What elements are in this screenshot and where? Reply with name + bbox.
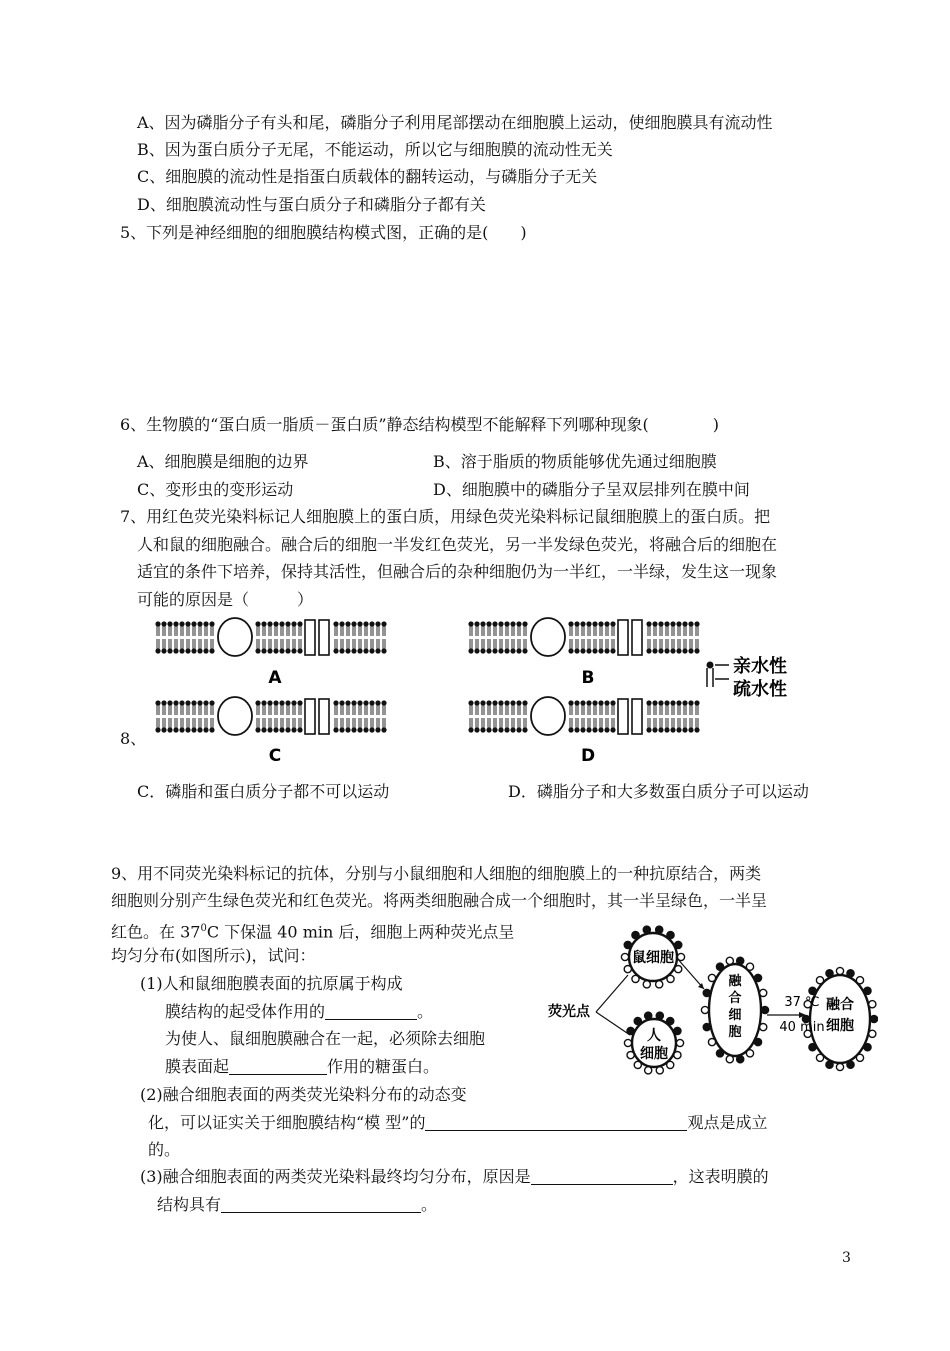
q9-line-3-post: C 下保温 40 min 后，细胞上两种荧光点呈	[206, 922, 515, 942]
membrane-label-a: A	[268, 668, 282, 688]
q9-line-1: 9、用不同荧光染料标记的抗体，分别与小鼠细胞和人细胞的细胞膜上的一种抗原结合，两类	[111, 864, 762, 883]
temperature-label: 37 ℃	[784, 995, 820, 1010]
q9-line-3-pre: 红色。在 37	[111, 922, 201, 942]
fused-label-3: 细	[728, 1008, 742, 1023]
q9-sub1-b-text: 膜结构的起受体作用的	[165, 1002, 326, 1021]
q9-line-3	[111, 918, 514, 943]
answer-blank-1[interactable]	[325, 1003, 417, 1020]
q9-sub3-a-text: (3)融合细胞表面的两类荧光染料最终均匀分布，原因是	[140, 1167, 531, 1186]
q9-sub1-d-end: 作用的糖蛋白。	[327, 1057, 440, 1076]
fused-final-label-2: 细胞	[826, 1018, 854, 1034]
q7-line-2: 人和鼠的细胞融合。融合后的细胞一半发红色荧光，另一半发绿色荧光，将融合后的细胞在	[137, 535, 778, 554]
q9-line-2: 细胞则分别产生绿色荧光和红色荧光。将两类细胞融合成一个细胞时，其一半呈绿色，一半呈	[111, 891, 768, 910]
q5-stem: 5、下列是神经细胞的细胞膜结构模式图，正确的是( )	[120, 223, 527, 242]
q9-sub2-line-b	[148, 1112, 767, 1134]
q9-sub3-line-b	[157, 1194, 437, 1216]
membrane-label-d: D	[580, 746, 596, 763]
mouse-cell-label: 鼠细胞	[632, 950, 674, 966]
q6-option-a: A、细胞膜是细胞的边界	[137, 452, 309, 471]
q9-sub1-line-d	[165, 1056, 439, 1078]
q8-option-c: C．磷脂和蛋白质分子都不可以运动	[137, 782, 390, 801]
answer-blank-2[interactable]	[229, 1058, 327, 1075]
q9-sub3-line-a	[140, 1166, 769, 1188]
q9-sub1-line-b	[165, 1001, 433, 1023]
membrane-label-b: B	[581, 668, 595, 688]
fused-label-4: 胞	[728, 1025, 742, 1040]
q9-sub3-b-text: 结构具有	[157, 1195, 222, 1214]
fluorescent-dot-label: 荧光点	[548, 1004, 590, 1020]
q9-line-4: 均匀分布(如图所示)，试问：	[111, 946, 316, 965]
q9-sub3-a-end: ，这表明膜的	[672, 1167, 769, 1186]
q6-option-c: C、变形虫的变形运动	[137, 480, 294, 499]
q9-sub2-b-end: 观点是成立	[687, 1113, 768, 1132]
q8-number: 8、	[120, 729, 147, 748]
q9-sub2-line-c: 的。	[148, 1140, 181, 1159]
membrane-label-c: C	[268, 746, 282, 763]
human-cell-label-1: 人	[647, 1028, 661, 1044]
answer-blank-4[interactable]	[531, 1168, 673, 1185]
q6-option-d: D、细胞膜中的磷脂分子呈双层排列在膜中间	[433, 480, 750, 499]
fused-final-label-1: 融合	[826, 997, 854, 1013]
q9-sub1-line-a: (1)人和鼠细胞膜表面的抗原属于构成	[140, 974, 403, 993]
q9-sub3-b-end: 。	[421, 1195, 438, 1214]
answer-blank-5[interactable]	[221, 1196, 421, 1213]
q8-option-d: D．磷脂分子和大多数蛋白质分子可以运动	[508, 782, 809, 801]
q4-option-d: D、细胞膜流动性与蛋白质分子和磷脂分子都有关	[137, 195, 486, 214]
q9-degree-sup: 0	[200, 923, 207, 934]
answer-blank-3[interactable]	[425, 1114, 687, 1131]
q7-line-1: 7、用红色荧光染料标记人细胞膜上的蛋白质，用绿色荧光染料标记鼠细胞膜上的蛋白质。把	[120, 507, 771, 526]
q6-option-b: B、溶于脂质的物质能够优先通过细胞膜	[433, 452, 717, 471]
human-cell-label-2: 细胞	[640, 1046, 668, 1062]
page-number: 3	[842, 1250, 851, 1266]
legend-lipid-icon	[707, 662, 714, 688]
fused-label-1: 融	[728, 974, 742, 989]
q9-sub1-b-end: 。	[417, 1002, 434, 1021]
q4-option-a: A、因为磷脂分子有头和尾，磷脂分子利用尾部摆动在细胞膜上运动，使细胞膜具有流动性	[137, 113, 773, 132]
cell-fusion-figure	[548, 917, 878, 1077]
q9-sub1-line-c: 为使人、鼠细胞膜融合在一起，必须除去细胞	[165, 1029, 486, 1048]
q9-sub1-d-text: 膜表面起	[165, 1057, 230, 1076]
q4-option-c: C、细胞膜的流动性是指蛋白质载体的翻转运动，与磷脂分子无关	[137, 167, 598, 186]
q7-line-4: 可能的原因是（ ）	[137, 590, 314, 609]
legend-hydrophilic: 亲水性	[733, 656, 787, 677]
fused-label-2: 合	[728, 991, 742, 1006]
q6-stem: 6、生物膜的“蛋白质一脂质－蛋白质”静态结构模型不能解释下列哪种现象( )	[120, 415, 720, 434]
membrane-structure-figure	[135, 615, 855, 763]
q9-sub2-b-text: 化，可以证实关于细胞膜结构“模 型”的	[148, 1113, 426, 1132]
q9-sub2-line-a: (2)融合细胞表面的两类荧光染料分布的动态变	[140, 1085, 467, 1104]
duration-label: 40 min	[779, 1020, 825, 1035]
q4-option-b: B、因为蛋白质分子无尾，不能运动，所以它与细胞膜的流动性无关	[137, 140, 613, 159]
q7-line-3: 适宜的条件下培养，保持其活性，但融合后的杂种细胞仍为一半红，一半绿，发生这一现象	[137, 562, 778, 581]
membrane-bilayers	[155, 618, 699, 735]
legend-hydrophobic: 疏水性	[733, 679, 787, 700]
